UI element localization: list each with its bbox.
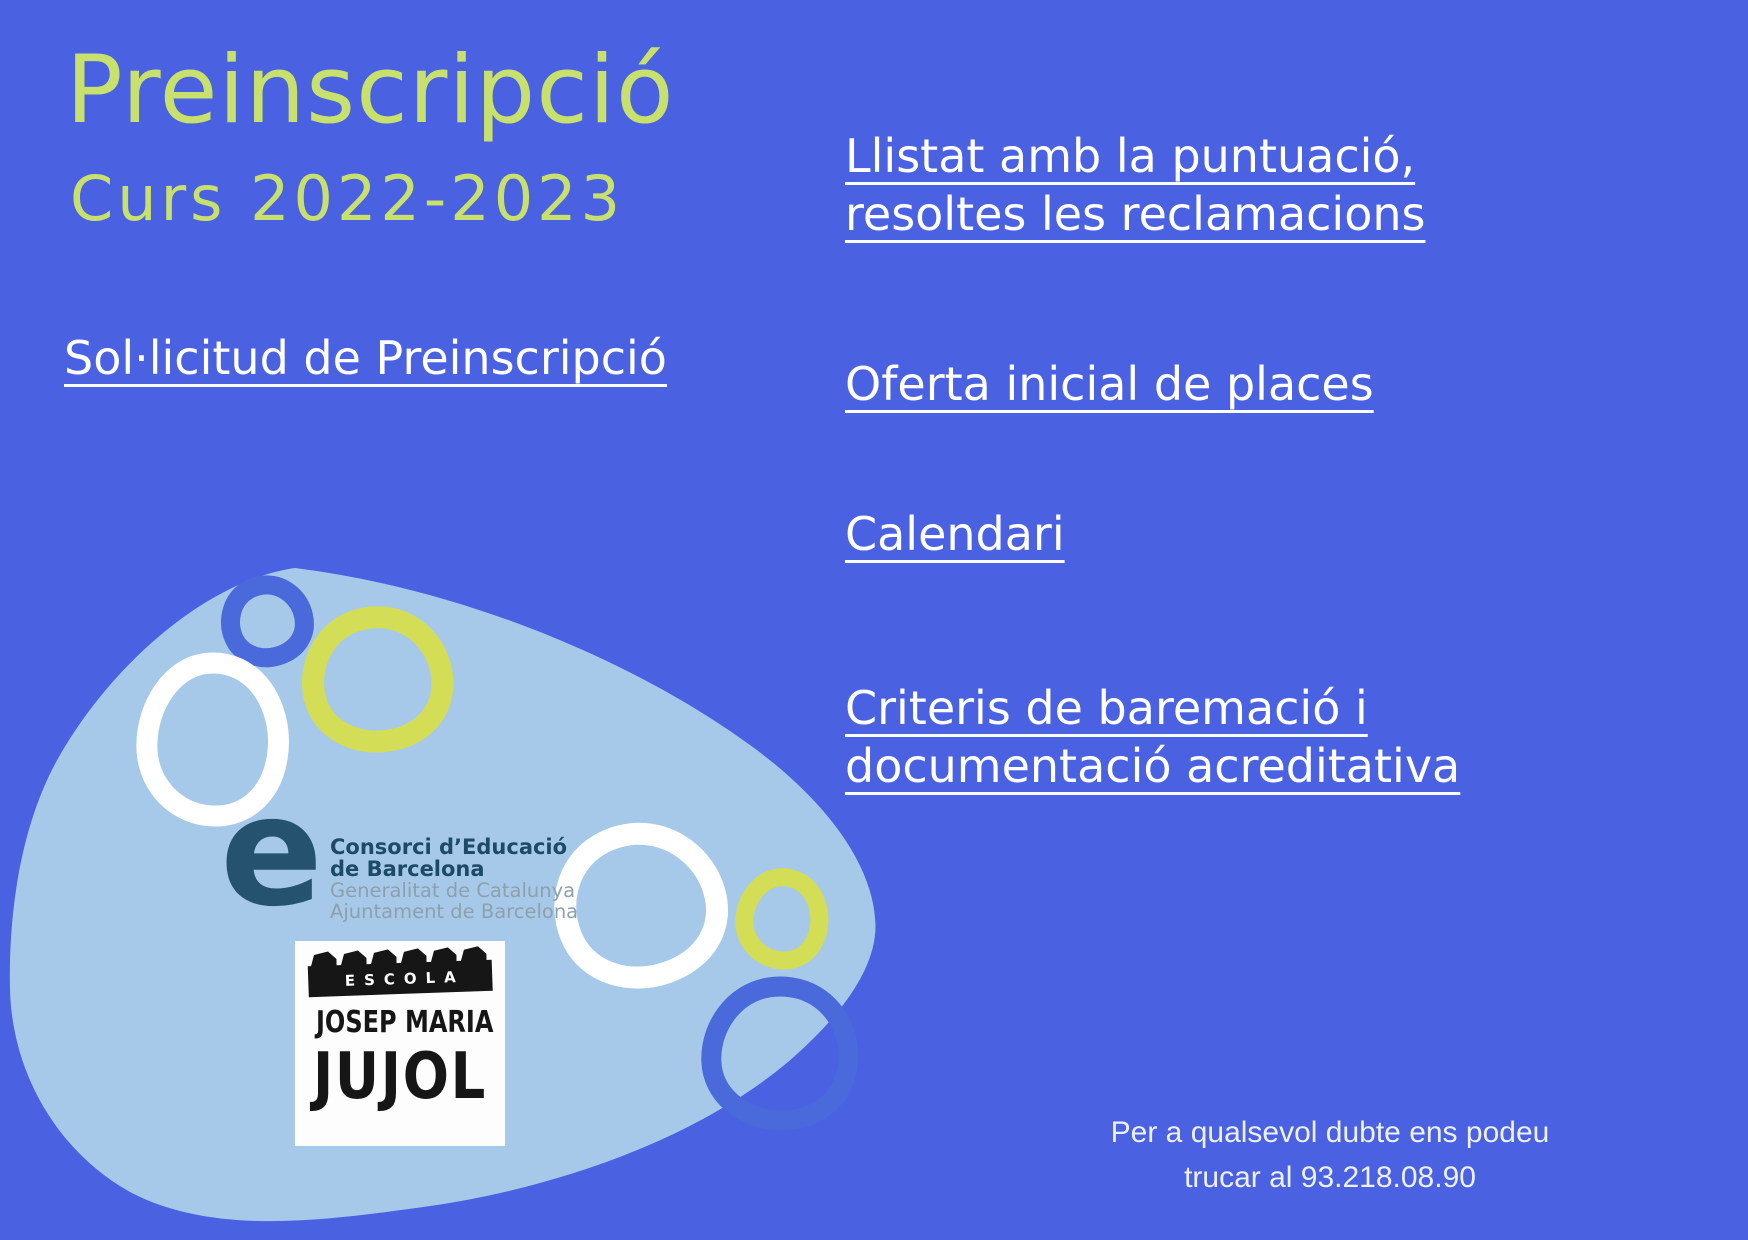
consorci-line-4: Ajuntament de Barcelona: [330, 900, 579, 923]
page-title: Preinscripció: [66, 36, 675, 145]
consorci-e-logo-icon: e: [220, 763, 324, 940]
link-criteris-baremacio[interactable]: [845, 680, 1460, 796]
consorci-line-2: de Barcelona: [330, 857, 485, 881]
link-calendari[interactable]: [845, 506, 1065, 564]
link-line: resoltes les reclamacions: [845, 186, 1426, 241]
link-llistat-puntuacio[interactable]: [845, 128, 1425, 244]
contact-note-line2: trucar al 93.218.08.90: [1184, 1161, 1476, 1194]
contact-note: [1010, 1110, 1650, 1200]
link-line: Criteris de baremació i: [845, 681, 1368, 735]
consorci-line-3: Generalitat de Catalunya: [330, 879, 576, 902]
link-label: Sol·licitud de Preinscripció: [64, 331, 667, 385]
link-oferta-places[interactable]: [845, 356, 1374, 414]
jujol-escola-label: ESCOLA: [308, 960, 493, 997]
link-line: Oferta inicial de places: [845, 357, 1374, 411]
jujol-school-logo: [295, 941, 505, 1146]
link-line: Llistat amb la puntuació,: [845, 129, 1416, 183]
jujol-name-line1: JOSEP MARIA: [316, 1005, 494, 1040]
link-line: documentació acreditativa: [845, 738, 1461, 793]
jujol-escola-band: [307, 946, 492, 997]
link-line: Calendari: [845, 507, 1065, 561]
page-subtitle: Curs 2022-2023: [70, 162, 625, 235]
contact-note-line1: Per a qualsevol dubte ens podeu: [1110, 1116, 1550, 1149]
link-sollicitud-preinscripcio[interactable]: [64, 330, 667, 388]
jujol-name-line2: JUJOL: [312, 1040, 488, 1114]
consorci-logo-text: [330, 836, 578, 922]
consorci-line-1: Consorci d’Educació: [330, 835, 568, 859]
